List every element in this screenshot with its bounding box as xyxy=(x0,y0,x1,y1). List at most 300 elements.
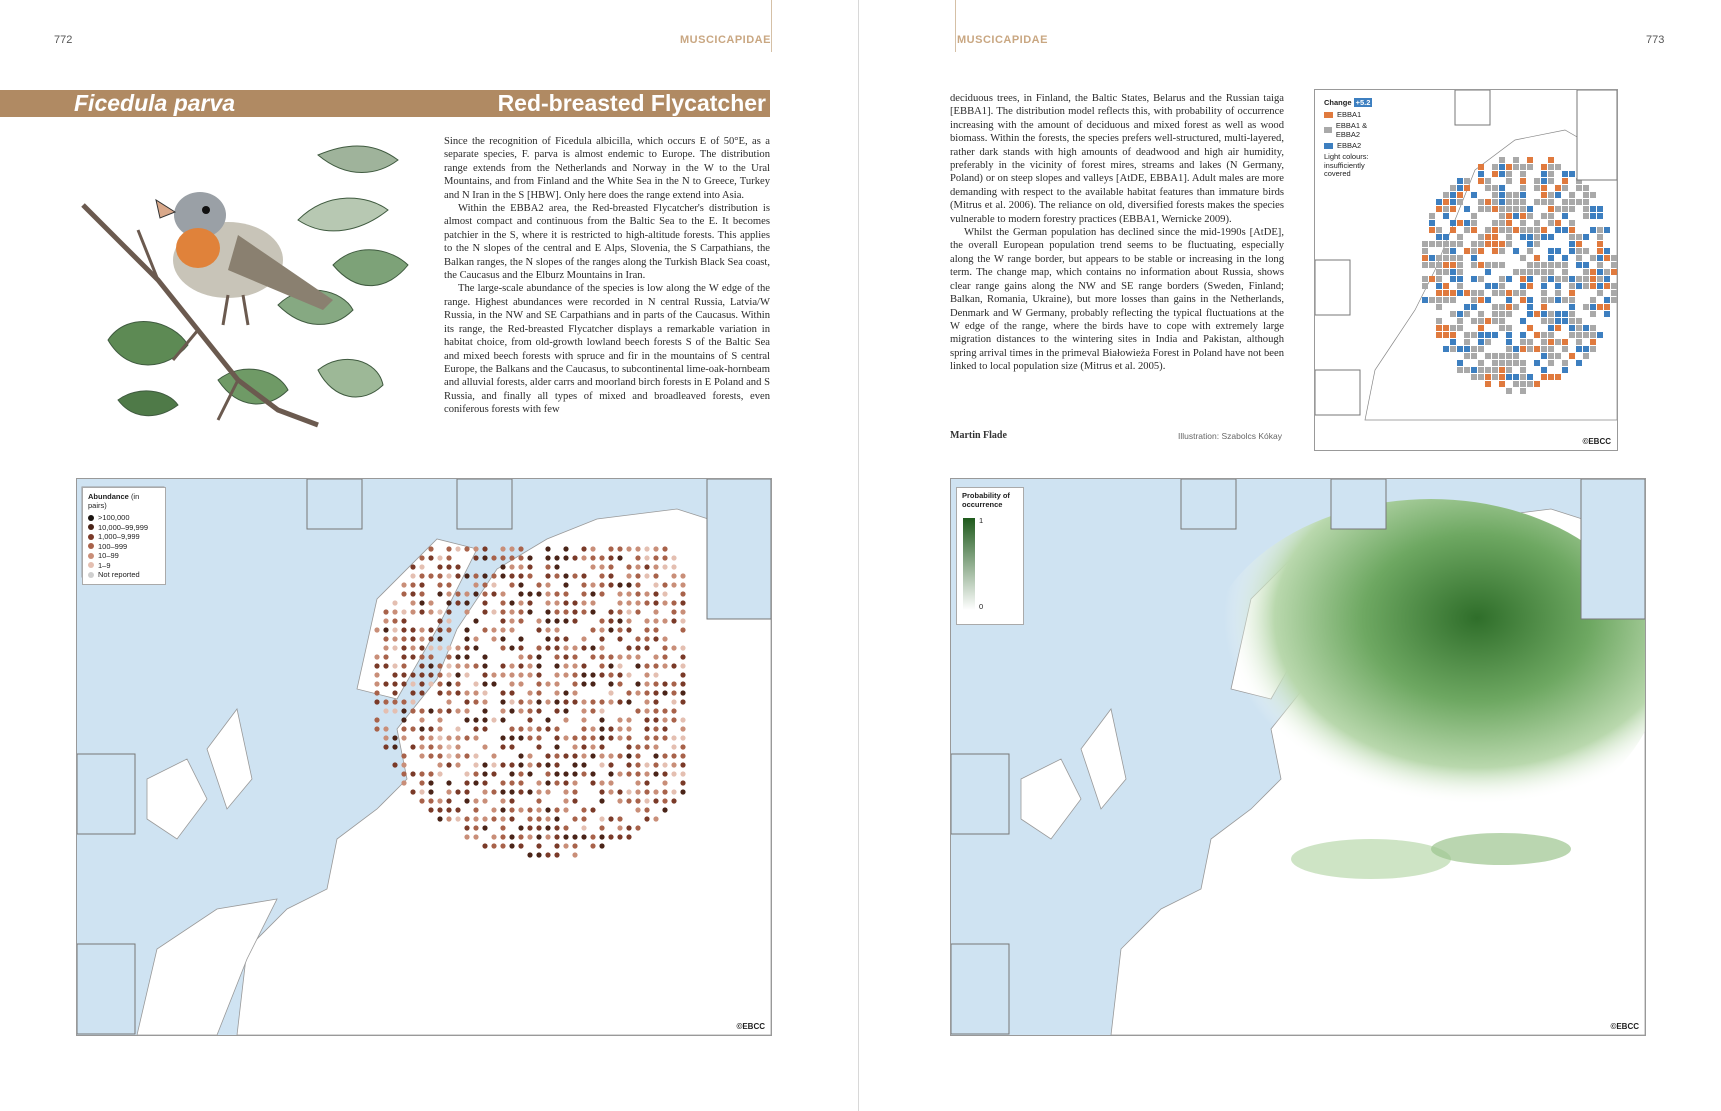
abundance-dot xyxy=(518,546,523,551)
change-cell xyxy=(1541,199,1547,205)
probability-legend-title: Probability of occurrence xyxy=(962,491,1010,509)
abundance-dot xyxy=(482,726,487,731)
bird-illustration xyxy=(78,130,428,450)
abundance-dot xyxy=(437,591,442,596)
change-cell xyxy=(1450,269,1456,275)
abundance-dot xyxy=(680,627,685,632)
change-cell xyxy=(1527,374,1533,380)
paragraph: Since the recognition of Ficedula albicilla, which occurs E of 50°E, as a separate species, F. parva is almost endemic to Europe. The distribution range extends from the Netherlands and Norway in the W to the Ural Mountains, and from Finland and the White Sea in the N to Greece, Turkey and N Iran in the S [HBW]. Only here does the range extend into Asia. xyxy=(444,136,770,201)
change-cell xyxy=(1450,227,1456,233)
change-cell xyxy=(1534,241,1540,247)
abundance-dot xyxy=(491,672,496,677)
abundance-dot xyxy=(509,798,514,803)
abundance-dot xyxy=(509,771,514,776)
abundance-dot xyxy=(635,825,640,830)
abundance-dot xyxy=(653,573,658,578)
abundance-dot xyxy=(653,816,658,821)
abundance-dot xyxy=(563,834,568,839)
abundance-dot xyxy=(509,573,514,578)
change-cell xyxy=(1555,311,1561,317)
change-cell xyxy=(1541,227,1547,233)
abundance-dot xyxy=(419,708,424,713)
abundance-dot xyxy=(662,618,667,623)
abundance-dot xyxy=(563,582,568,587)
abundance-dot xyxy=(626,591,631,596)
change-cell xyxy=(1576,262,1582,268)
abundance-dot xyxy=(554,555,559,560)
abundance-dot xyxy=(608,771,613,776)
change-cell xyxy=(1590,339,1596,345)
abundance-dot xyxy=(599,843,604,848)
abundance-dot xyxy=(554,825,559,830)
abundance-dot xyxy=(536,699,541,704)
abundance-dot xyxy=(599,627,604,632)
abundance-dot xyxy=(662,753,667,758)
legend-item xyxy=(1324,141,1386,150)
change-cell xyxy=(1471,227,1477,233)
change-cell xyxy=(1583,192,1589,198)
abundance-dot xyxy=(617,591,622,596)
abundance-dot xyxy=(500,807,505,812)
abundance-dot xyxy=(572,852,577,857)
abundance-dot xyxy=(428,654,433,659)
abundance-dot xyxy=(653,591,658,596)
abundance-dot xyxy=(617,825,622,830)
change-cell xyxy=(1450,339,1456,345)
abundance-dot xyxy=(527,708,532,713)
abundance-dot xyxy=(410,591,415,596)
change-cell xyxy=(1562,255,1568,261)
abundance-dot xyxy=(563,699,568,704)
change-cell xyxy=(1604,297,1610,303)
change-cell xyxy=(1520,283,1526,289)
abundance-dot xyxy=(599,654,604,659)
abundance-dot xyxy=(653,771,658,776)
abundance-dot xyxy=(590,708,595,713)
change-cell xyxy=(1520,276,1526,282)
abundance-dot xyxy=(428,573,433,578)
abundance-dot xyxy=(518,591,523,596)
change-cell xyxy=(1513,381,1519,387)
change-cell xyxy=(1597,234,1603,240)
abundance-dot xyxy=(590,654,595,659)
abundance-dot xyxy=(410,564,415,569)
change-cell xyxy=(1555,318,1561,324)
abundance-dot xyxy=(500,762,505,767)
abundance-dot xyxy=(536,780,541,785)
change-cell xyxy=(1443,248,1449,254)
abundance-dot xyxy=(383,645,388,650)
abundance-dot xyxy=(428,627,433,632)
abundance-dot xyxy=(374,654,379,659)
change-cell xyxy=(1562,213,1568,219)
change-cell xyxy=(1590,192,1596,198)
change-cell xyxy=(1506,213,1512,219)
abundance-dot xyxy=(401,681,406,686)
change-cell xyxy=(1520,234,1526,240)
change-cell xyxy=(1492,353,1498,359)
abundance-dot xyxy=(554,627,559,632)
change-cell xyxy=(1534,360,1540,366)
change-cell xyxy=(1583,234,1589,240)
change-cell xyxy=(1534,262,1540,268)
abundance-dot xyxy=(527,555,532,560)
abundance-dot xyxy=(410,681,415,686)
change-cell xyxy=(1464,248,1470,254)
abundance-dot xyxy=(518,771,523,776)
abundance-dot xyxy=(680,663,685,668)
change-cell xyxy=(1611,297,1617,303)
abundance-dot xyxy=(554,843,559,848)
change-cell xyxy=(1541,353,1547,359)
change-cell xyxy=(1541,367,1547,373)
change-cell xyxy=(1422,283,1428,289)
abundance-dot xyxy=(455,681,460,686)
abundance-dot xyxy=(428,744,433,749)
abundance-dot xyxy=(401,618,406,623)
abundance-dot xyxy=(473,762,478,767)
abundance-dot xyxy=(509,816,514,821)
change-cell xyxy=(1562,185,1568,191)
abundance-dot xyxy=(437,672,442,677)
abundance-dot xyxy=(635,645,640,650)
change-cell xyxy=(1457,262,1463,268)
change-cell xyxy=(1548,178,1554,184)
change-cell xyxy=(1569,241,1575,247)
abundance-dot xyxy=(401,699,406,704)
abundance-dot xyxy=(563,645,568,650)
change-cell xyxy=(1499,276,1505,282)
change-cell xyxy=(1450,311,1456,317)
change-cell xyxy=(1569,297,1575,303)
change-cell xyxy=(1506,178,1512,184)
abundance-dot xyxy=(455,744,460,749)
change-cell xyxy=(1597,241,1603,247)
change-cell xyxy=(1429,241,1435,247)
abundance-dot xyxy=(500,618,505,623)
abundance-dot xyxy=(464,690,469,695)
change-cell xyxy=(1450,185,1456,191)
change-cell xyxy=(1604,276,1610,282)
change-cell xyxy=(1485,381,1491,387)
abundance-dot xyxy=(662,645,667,650)
abundance-dot xyxy=(590,546,595,551)
abundance-dot xyxy=(491,582,496,587)
abundance-dot xyxy=(653,600,658,605)
change-cell xyxy=(1527,276,1533,282)
abundance-dot xyxy=(626,546,631,551)
abundance-dot xyxy=(662,582,667,587)
legend-unit: (in pairs) xyxy=(88,492,140,510)
abundance-dot xyxy=(554,771,559,776)
legend-label: 1,000–9,999 xyxy=(98,532,140,542)
abundance-dot xyxy=(545,681,550,686)
abundance-dot xyxy=(581,681,586,686)
change-cell xyxy=(1450,346,1456,352)
change-cell xyxy=(1548,248,1554,254)
abundance-dot xyxy=(626,762,631,767)
change-cell xyxy=(1548,339,1554,345)
abundance-dot xyxy=(419,609,424,614)
change-cell xyxy=(1520,297,1526,303)
abundance-dot xyxy=(635,654,640,659)
abundance-dot xyxy=(383,726,388,731)
abundance-dot xyxy=(536,690,541,695)
abundance-dot xyxy=(455,735,460,740)
abundance-dot xyxy=(374,717,379,722)
abundance-dot xyxy=(671,618,676,623)
abundance-dot xyxy=(446,690,451,695)
abundance-dot xyxy=(491,762,496,767)
abundance-dot xyxy=(662,564,667,569)
abundance-dot xyxy=(644,789,649,794)
abundance-dot xyxy=(590,726,595,731)
abundance-dot xyxy=(554,753,559,758)
abundance-dot xyxy=(383,618,388,623)
change-cell xyxy=(1450,276,1456,282)
abundance-dot xyxy=(671,789,676,794)
abundance-dot xyxy=(437,762,442,767)
change-cell xyxy=(1520,171,1526,177)
change-cell xyxy=(1513,192,1519,198)
change-cell xyxy=(1541,297,1547,303)
change-cell xyxy=(1499,171,1505,177)
change-cell xyxy=(1541,346,1547,352)
change-cell xyxy=(1541,234,1547,240)
abundance-dot xyxy=(464,609,469,614)
abundance-dot xyxy=(545,825,550,830)
change-cell xyxy=(1471,255,1477,261)
change-cell xyxy=(1534,227,1540,233)
abundance-dot xyxy=(383,744,388,749)
change-cell xyxy=(1576,346,1582,352)
change-cell xyxy=(1506,276,1512,282)
abundance-dot xyxy=(608,618,613,623)
legend-label: Not reported xyxy=(98,570,140,580)
change-cell xyxy=(1527,164,1533,170)
abundance-dot xyxy=(635,762,640,767)
abundance-dot xyxy=(437,798,442,803)
change-cell xyxy=(1562,206,1568,212)
abundance-dot xyxy=(671,582,676,587)
abundance-dot xyxy=(482,825,487,830)
abundance-dot xyxy=(653,609,658,614)
abundance-dot xyxy=(563,843,568,848)
abundance-dot xyxy=(464,672,469,677)
change-cell xyxy=(1443,332,1449,338)
abundance-dot xyxy=(464,753,469,758)
change-cell xyxy=(1548,171,1554,177)
abundance-dot xyxy=(554,735,559,740)
abundance-dot xyxy=(518,807,523,812)
abundance-dot xyxy=(545,753,550,758)
abundance-dot xyxy=(617,717,622,722)
abundance-dot xyxy=(464,627,469,632)
abundance-dot xyxy=(608,627,613,632)
abundance-dot xyxy=(446,654,451,659)
change-cell xyxy=(1443,213,1449,219)
abundance-dot xyxy=(473,681,478,686)
abundance-dot xyxy=(536,726,541,731)
change-cell xyxy=(1464,185,1470,191)
change-cell xyxy=(1576,318,1582,324)
abundance-dot xyxy=(464,771,469,776)
change-cell xyxy=(1492,360,1498,366)
abundance-dot xyxy=(419,555,424,560)
abundance-dot xyxy=(680,735,685,740)
abundance-dot xyxy=(626,834,631,839)
change-cell xyxy=(1429,276,1435,282)
abundance-dot xyxy=(554,690,559,695)
abundance-dot xyxy=(455,654,460,659)
legend-swatch xyxy=(1324,143,1333,149)
change-cell xyxy=(1450,199,1456,205)
change-cell xyxy=(1527,241,1533,247)
abundance-dot xyxy=(464,834,469,839)
scientific-name: Ficedula parva xyxy=(74,90,236,116)
abundance-dot xyxy=(626,789,631,794)
change-cell xyxy=(1450,241,1456,247)
change-cell xyxy=(1464,304,1470,310)
change-cell xyxy=(1527,304,1533,310)
abundance-dot xyxy=(680,591,685,596)
abundance-dot xyxy=(680,726,685,731)
abundance-dot xyxy=(644,690,649,695)
change-cell xyxy=(1506,290,1512,296)
change-cell xyxy=(1485,367,1491,373)
abundance-dot xyxy=(446,573,451,578)
change-cell xyxy=(1471,192,1477,198)
change-cell xyxy=(1478,297,1484,303)
change-cell xyxy=(1604,311,1610,317)
abundance-dot xyxy=(446,663,451,668)
change-cell xyxy=(1569,248,1575,254)
abundance-dot xyxy=(509,609,514,614)
abundance-dot xyxy=(428,798,433,803)
abundance-dot xyxy=(455,726,460,731)
change-cell xyxy=(1443,234,1449,240)
change-cell xyxy=(1478,248,1484,254)
change-cell xyxy=(1569,206,1575,212)
abundance-dot xyxy=(680,780,685,785)
abundance-dot xyxy=(482,690,487,695)
change-cell xyxy=(1478,318,1484,324)
legend-label: >100,000 xyxy=(98,513,130,523)
abundance-dot xyxy=(473,546,478,551)
change-cell xyxy=(1541,374,1547,380)
abundance-dot xyxy=(662,708,667,713)
abundance-dot xyxy=(446,762,451,767)
abundance-dot xyxy=(554,726,559,731)
change-cell xyxy=(1443,199,1449,205)
abundance-dot xyxy=(671,609,676,614)
abundance-dot xyxy=(527,789,532,794)
change-cell xyxy=(1450,248,1456,254)
change-cell xyxy=(1562,199,1568,205)
change-cell xyxy=(1478,325,1484,331)
abundance-dot xyxy=(635,582,640,587)
abundance-dot xyxy=(554,618,559,623)
abundance-dot xyxy=(464,699,469,704)
abundance-dot xyxy=(392,744,397,749)
change-cell xyxy=(1443,346,1449,352)
abundance-dot xyxy=(419,744,424,749)
header-divider xyxy=(771,0,772,52)
abundance-dot xyxy=(599,708,604,713)
abundance-dot xyxy=(599,573,604,578)
abundance-dot xyxy=(617,753,622,758)
abundance-dot xyxy=(455,573,460,578)
abundance-dot xyxy=(419,654,424,659)
change-cell xyxy=(1450,220,1456,226)
abundance-dot xyxy=(653,789,658,794)
abundance-dot xyxy=(563,591,568,596)
change-cell xyxy=(1478,339,1484,345)
abundance-dot xyxy=(608,735,613,740)
abundance-dot xyxy=(536,591,541,596)
abundance-dot xyxy=(572,771,577,776)
abundance-dot xyxy=(446,816,451,821)
change-cell xyxy=(1611,283,1617,289)
change-cell xyxy=(1492,311,1498,317)
abundance-dot xyxy=(617,789,622,794)
change-cell xyxy=(1590,304,1596,310)
abundance-dot xyxy=(437,735,442,740)
abundance-dot xyxy=(590,744,595,749)
abundance-dot xyxy=(554,591,559,596)
abundance-dot xyxy=(581,663,586,668)
abundance-dot xyxy=(446,645,451,650)
abundance-dot xyxy=(608,555,613,560)
abundance-dot xyxy=(482,591,487,596)
change-cell xyxy=(1443,290,1449,296)
abundance-dot xyxy=(680,690,685,695)
change-cell xyxy=(1569,276,1575,282)
abundance-dot xyxy=(437,708,442,713)
change-cell xyxy=(1541,192,1547,198)
abundance-dot xyxy=(599,825,604,830)
abundance-dot xyxy=(554,816,559,821)
abundance-dot xyxy=(419,789,424,794)
change-cell xyxy=(1548,353,1554,359)
change-cell xyxy=(1583,262,1589,268)
change-cell xyxy=(1548,192,1554,198)
abundance-dot xyxy=(455,663,460,668)
change-cell xyxy=(1429,297,1435,303)
abundance-dot xyxy=(671,663,676,668)
change-cell xyxy=(1590,332,1596,338)
change-cell xyxy=(1520,269,1526,275)
abundance-dot xyxy=(536,663,541,668)
abundance-dot xyxy=(590,582,595,587)
change-cell xyxy=(1492,220,1498,226)
change-cell xyxy=(1492,199,1498,205)
abundance-dot xyxy=(617,654,622,659)
change-cell xyxy=(1499,311,1505,317)
change-cell xyxy=(1520,318,1526,324)
abundance-dot xyxy=(509,843,514,848)
change-cell xyxy=(1506,241,1512,247)
abundance-dot xyxy=(401,627,406,632)
change-cell xyxy=(1471,374,1477,380)
change-cell xyxy=(1422,241,1428,247)
abundance-dot xyxy=(401,654,406,659)
change-cell xyxy=(1548,318,1554,324)
abundance-dot xyxy=(671,600,676,605)
legend-item xyxy=(88,570,160,580)
change-cell xyxy=(1478,206,1484,212)
abundance-dot xyxy=(491,753,496,758)
